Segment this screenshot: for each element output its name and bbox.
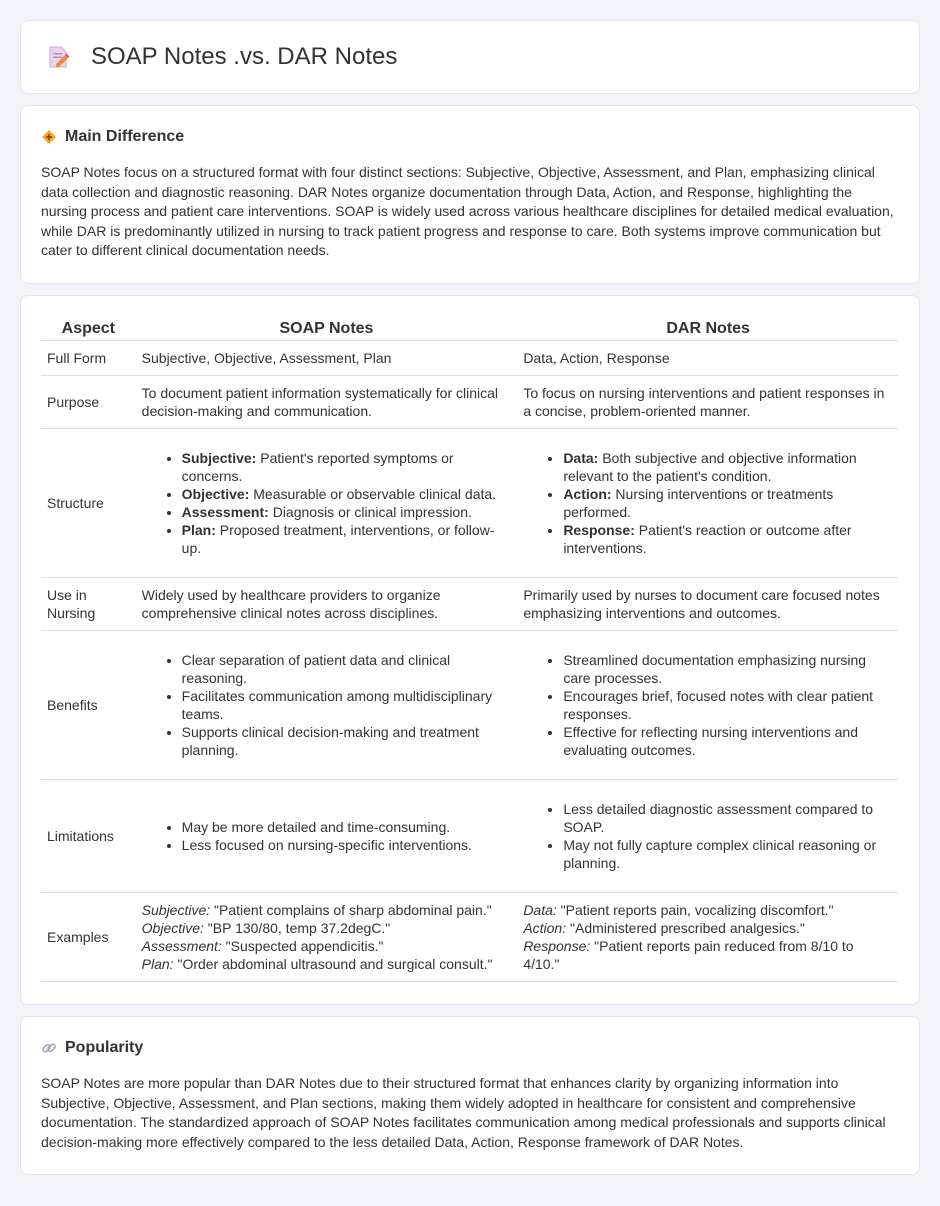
dar-cell [517, 892, 899, 981]
example-line: Data: "Patient reports pain, vocalizing discomfort." [523, 901, 834, 918]
table-header-row [41, 316, 899, 341]
list-item: • Supports clinical decision-making and treatment planning. [182, 723, 512, 759]
main-difference-text: SOAP Notes focus on a structured format with four distinct sections: Subjective, Objective, Assessment, and Plan, emphasizing clinical data collection and diagnostic reasoning. DAR Notes organize documentation through Data, Action, and Response, highlighting the nursing process and patient care interventions. SOAP is widely used across various healthcare disciplines for detailed medical evaluation, while DAR is predominantly utilized in nursing to track patient progress and response to care. Both systems improve communication but cater to different clinical documentation needs. [41, 164, 894, 259]
popularity-card [20, 1016, 920, 1175]
list-item: • May be more detailed and time-consuming. [182, 818, 512, 836]
list-item: • Data: Both subjective and objective information relevant to the patient's condition. [563, 449, 893, 485]
aspect-cell: Purpose [41, 375, 136, 428]
example-line: Assessment: "Suspected appendicitis." [141, 937, 384, 954]
dar-benefits-list [523, 651, 893, 759]
aspect-cell: Full Form [41, 340, 136, 375]
soap-structure-list [142, 449, 512, 557]
table-row [41, 340, 899, 375]
comparison-table [41, 316, 899, 982]
list-item: • Clear separation of patient data and clinical reasoning. [182, 651, 512, 687]
comparison-table-card [20, 295, 920, 1005]
soap-cell [136, 779, 518, 892]
dar-cell: Data, Action, Response [517, 340, 899, 375]
table-row [41, 375, 899, 428]
soap-cell [136, 428, 518, 577]
soap-cell: To document patient information systematically for clinical decision-making and communication. [136, 375, 518, 428]
soap-cell: Widely used by healthcare providers to organize comprehensive clinical notes across disciplines. [136, 577, 518, 630]
list-item: • Encourages brief, focused notes with clear patient responses. [563, 687, 893, 723]
list-item: • Response: Patient's reaction or outcome after interventions. [563, 521, 893, 557]
popularity-text: SOAP Notes are more popular than DAR Notes due to their structured format that enhances clarity by organizing information into Subjective, Objective, Assessment, and Plan sections, making them widely adopted in healthcare for consistent and comprehensive documentation. The standardized approach of SOAP Notes facilitates communication among medical professionals and supports clinical decision-making more effectively compared to the less detailed Data, Action, Response framework of DAR Notes. [41, 1074, 886, 1150]
document-pencil-icon [45, 44, 71, 70]
dar-cell: To focus on nursing interventions and patient responses in a concise, problem-oriented manner. [517, 375, 899, 428]
example-line: Action: "Administered prescribed analgesics." [523, 919, 805, 936]
dar-limitations-list [523, 800, 893, 872]
list-item: • May not fully capture complex clinical reasoning or planning. [563, 836, 893, 872]
table-row [41, 428, 899, 577]
popularity-title: Popularity [65, 1038, 144, 1056]
dar-cell [517, 779, 899, 892]
list-item: • Streamlined documentation emphasizing nursing care processes. [563, 651, 893, 687]
example-line: Response: "Patient reports pain reduced from 8/10 to 4/10." [523, 937, 854, 972]
table-row [41, 892, 899, 981]
list-item: • Less focused on nursing-specific interventions. [182, 836, 512, 854]
list-item: • Effective for reflecting nursing interventions and evaluating outcomes. [563, 723, 893, 759]
header-aspect: Aspect [41, 316, 136, 341]
header-card [20, 20, 920, 94]
table-row [41, 779, 899, 892]
soap-cell: Subjective, Objective, Assessment, Plan [136, 340, 518, 375]
soap-benefits-list [142, 651, 512, 759]
diamond-sign-icon [41, 129, 57, 145]
main-difference-title: Main Difference [65, 128, 185, 145]
list-item: • Subjective: Patient's reported symptoms or concerns. [182, 449, 512, 485]
list-item: • Action: Nursing interventions or treatments performed. [563, 485, 893, 521]
table-row [41, 577, 899, 630]
list-item: • Less detailed diagnostic assessment compared to SOAP. [563, 800, 893, 836]
example-line: Plan: "Order abdominal ultrasound and surgical consult." [141, 955, 493, 972]
soap-cell [136, 630, 518, 779]
link-icon [41, 1040, 57, 1056]
dar-cell: Primarily used by nurses to document care focused notes emphasizing interventions and outcomes. [517, 577, 899, 630]
soap-limitations-list [142, 818, 512, 854]
dar-cell [517, 428, 899, 577]
aspect-cell: Benefits [41, 630, 136, 779]
header-dar: DAR Notes [517, 316, 899, 341]
aspect-cell: Examples [41, 892, 136, 981]
list-item: • Objective: Measurable or observable clinical data. [182, 485, 512, 503]
header-soap: SOAP Notes [136, 316, 518, 341]
example-line: Objective: "BP 130/80, temp 37.2degC." [141, 919, 391, 936]
aspect-cell: Limitations [41, 779, 136, 892]
example-line: Subjective: "Patient complains of sharp abdominal pain." [141, 901, 492, 918]
dar-cell [517, 630, 899, 779]
dar-structure-list [523, 449, 893, 557]
soap-cell [136, 892, 518, 981]
aspect-cell: Structure [41, 428, 136, 577]
table-row [41, 630, 899, 779]
list-item: • Facilitates communication among multidisciplinary teams. [182, 687, 512, 723]
list-item: • Plan: Proposed treatment, interventions, or follow-up. [182, 521, 512, 557]
main-difference-card [20, 105, 920, 284]
list-item: • Assessment: Diagnosis or clinical impression. [182, 503, 512, 521]
page-title: SOAP Notes .vs. DAR Notes [91, 43, 398, 70]
aspect-cell: Use in Nursing [41, 577, 136, 630]
